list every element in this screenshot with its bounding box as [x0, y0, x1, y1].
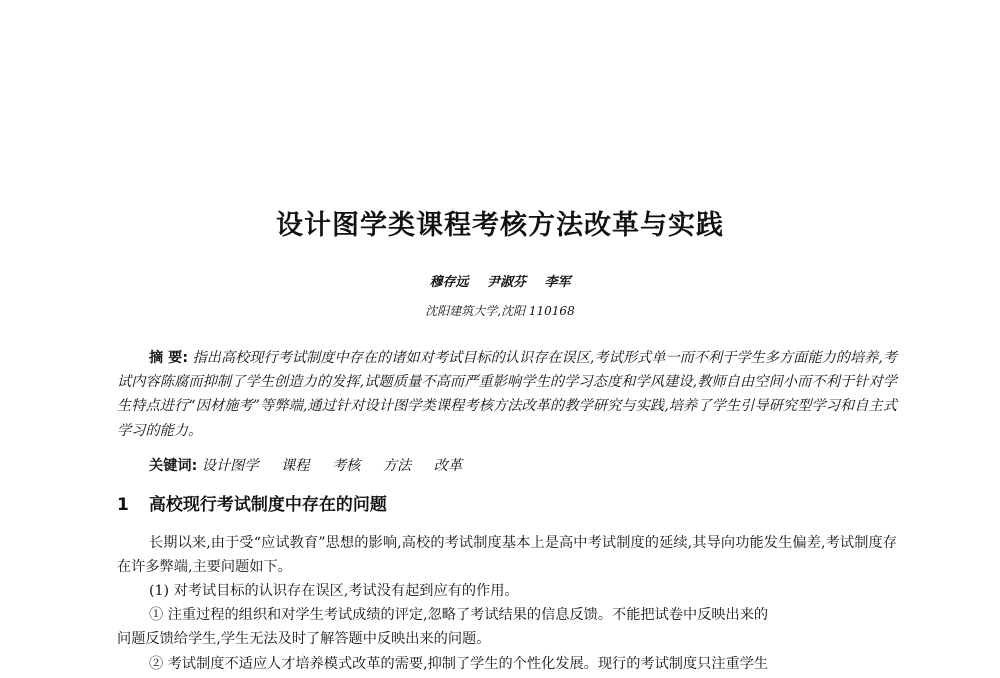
author-name: 李军	[544, 275, 571, 290]
section-number: 1	[117, 495, 129, 515]
abstract	[117, 346, 897, 443]
keyword: 考核	[331, 458, 361, 474]
list-item: ① 注重过程的组织和对学生考试成绩的评定,忽略了考试结果的信息反馈。不能把试卷中反映出来的	[149, 607, 769, 623]
keyword: 方法	[382, 458, 412, 474]
affiliation: 沈阳建筑大学,沈阳 110168	[425, 304, 575, 318]
section-title: 高校现行考试制度中存在的问题	[148, 495, 387, 515]
author-name: 穆存远	[429, 275, 469, 290]
section-heading	[117, 490, 387, 515]
abstract-label: 摘 要:	[149, 350, 189, 366]
abstract-text: 指出高校现行考试制度中存在的诸如对考试目标的认识存在误区,考试形式单一而不利于学生多方面能力的培养,考试内容陈腐而抑制了学生创造力的发挥,试题质量不高而严重影响学生的学习态度和学风建设,教师自由空间小而不利于针对学生特点进行“因材施考”等弊端,通过针对设计图学类课程考核方法改革的教学研究与实践,培养了学生引导研究型学习和自主式学习的能力。	[117, 350, 897, 439]
author-list	[0, 271, 1000, 290]
list-item: (1) 对考试目标的认识存在误区,考试没有起到应有的作用。	[149, 583, 519, 599]
paper-title: 设计图学类课程考核方法改革与实践	[276, 210, 724, 241]
body-paragraph: 长期以来,由于受“应试教育”思想的影响,高校的考试制度基本上是高中考试制度的延续,其导向功能发生偏差,考试制度存在许多弊端,主要问题如下。	[117, 535, 897, 576]
keyword: 课程	[281, 458, 310, 474]
list-item-continuation: 问题反馈给学生,学生无法及时了解答题中反映出来的问题。	[117, 631, 491, 647]
keywords	[149, 455, 480, 475]
keywords-label: 关键词:	[149, 458, 198, 474]
author-name: 尹淑芬	[486, 275, 526, 290]
keyword: 改革	[433, 458, 463, 474]
keyword: 设计图学	[201, 458, 259, 474]
list-item: ② 考试制度不适应人才培养模式改革的需要,抑制了学生的个性化发展。现行的考试制度只注重学生	[149, 656, 769, 672]
